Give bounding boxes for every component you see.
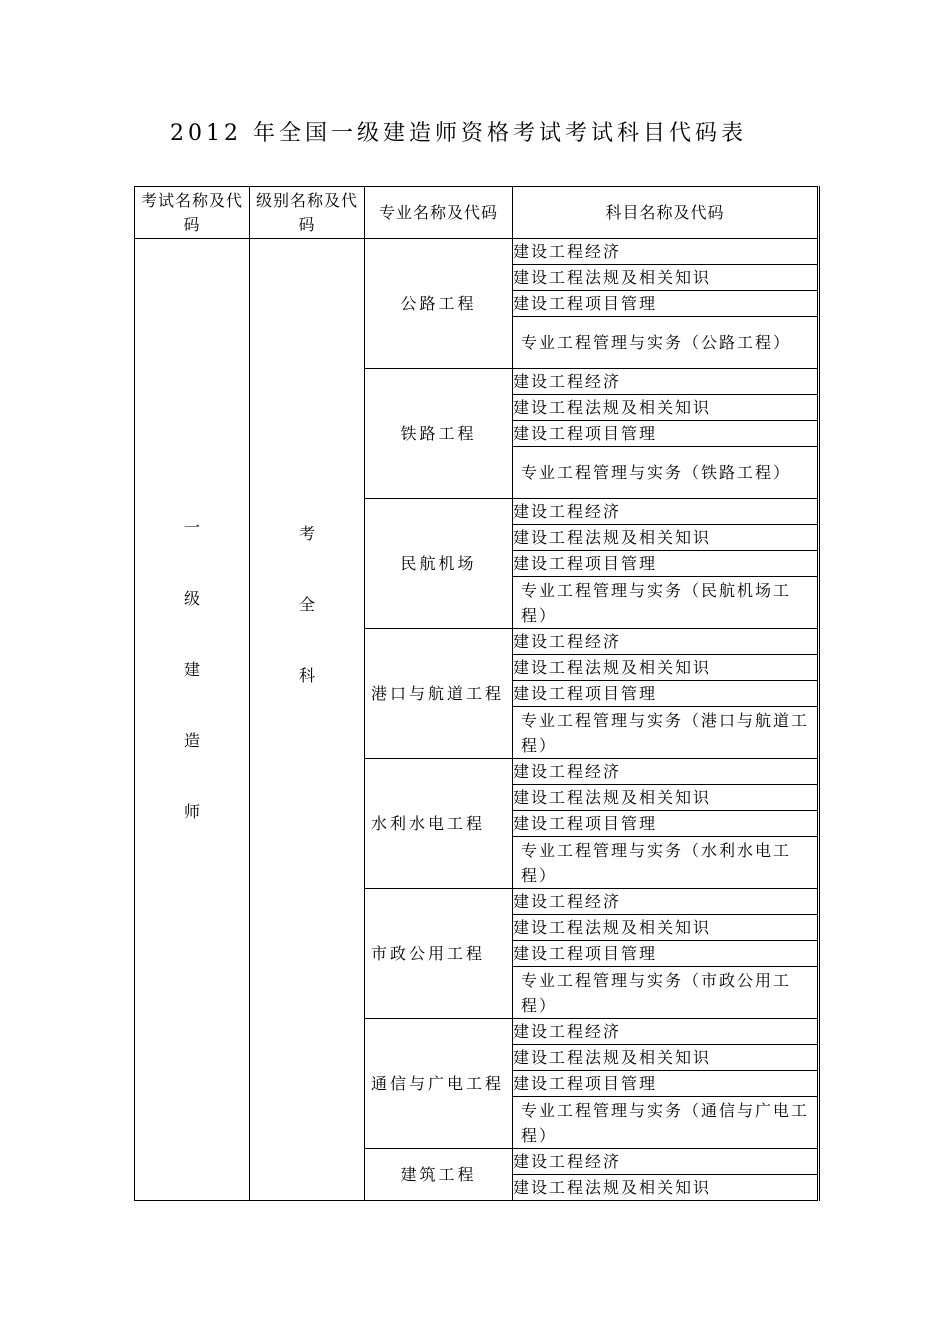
subject-name-cell: 建设工程法规及相关知识 (513, 1045, 819, 1071)
subject-name-cell: 建设工程法规及相关知识 (513, 915, 819, 941)
subject-name-cell: 建设工程项目管理 (513, 421, 819, 447)
subject-name-cell: 建设工程项目管理 (513, 811, 819, 837)
subject-name-cell: 建设工程经济 (513, 889, 819, 915)
subject-name-cell: 专业工程管理与实务（公路工程） (513, 317, 819, 369)
subject-name-cell: 建设工程项目管理 (513, 1071, 819, 1097)
subject-name-cell: 专业工程管理与实务（港口与航道工程） (513, 707, 819, 759)
subject-name-cell: 建设工程经济 (513, 759, 819, 785)
page-title: 2012 年全国一级建造师资格考试考试科目代码表 (170, 121, 747, 146)
level-name-cell (250, 239, 365, 1201)
level-name-char: 科 (298, 666, 315, 685)
exam-name-cell (135, 239, 250, 1201)
subject-name-cell: 建设工程法规及相关知识 (513, 1175, 819, 1201)
table-header-row (135, 187, 819, 239)
exam-name-char: 造 (183, 731, 200, 750)
major-name-cell: 通信与广电工程 (365, 1019, 513, 1149)
subject-name-cell: 建设工程法规及相关知识 (513, 395, 819, 421)
major-name-cell: 水利水电工程 (365, 759, 513, 889)
major-name-cell: 建筑工程 (365, 1149, 513, 1201)
subject-name-cell: 建设工程经济 (513, 369, 819, 395)
level-name-char: 全 (298, 595, 315, 614)
subject-name-cell: 专业工程管理与实务（市政公用工程） (513, 967, 819, 1019)
subject-name-cell: 专业工程管理与实务（通信与广电工程） (513, 1097, 819, 1149)
subject-name-cell: 建设工程经济 (513, 1149, 819, 1175)
header-exam-name: 考试名称及代码 (135, 187, 250, 239)
level-name-char: 考 (298, 524, 315, 543)
exam-name-char: 级 (183, 589, 200, 608)
subject-name-cell: 建设工程经济 (513, 1019, 819, 1045)
subject-name-cell: 专业工程管理与实务（水利水电工程） (513, 837, 819, 889)
table-row (135, 239, 819, 265)
subject-name-cell: 专业工程管理与实务（民航机场工程） (513, 577, 819, 629)
subject-name-cell: 建设工程法规及相关知识 (513, 265, 819, 291)
subject-name-cell: 专业工程管理与实务（铁路工程） (513, 447, 819, 499)
major-name-cell: 铁路工程 (365, 369, 513, 499)
major-name-cell: 民航机场 (365, 499, 513, 629)
subject-name-cell: 建设工程项目管理 (513, 291, 819, 317)
major-name-cell: 港口与航道工程 (365, 629, 513, 759)
major-name-cell: 公路工程 (365, 239, 513, 369)
header-subject-name: 科目名称及代码 (513, 187, 819, 239)
subject-name-cell: 建设工程经济 (513, 239, 819, 265)
subject-name-cell: 建设工程项目管理 (513, 551, 819, 577)
exam-name-char: 建 (183, 660, 200, 679)
subject-name-cell: 建设工程项目管理 (513, 681, 819, 707)
subject-name-cell: 建设工程法规及相关知识 (513, 525, 819, 551)
subject-name-cell: 建设工程经济 (513, 499, 819, 525)
subject-name-cell: 建设工程法规及相关知识 (513, 655, 819, 681)
exam-name-char: 师 (183, 802, 200, 821)
table-body (135, 239, 819, 1201)
subject-name-cell: 建设工程经济 (513, 629, 819, 655)
header-major-name: 专业名称及代码 (365, 187, 513, 239)
header-level-name: 级别名称及代码 (250, 187, 365, 239)
subject-name-cell: 建设工程项目管理 (513, 941, 819, 967)
major-name-cell: 市政公用工程 (365, 889, 513, 1019)
exam-name-char: 一 (183, 518, 200, 537)
subject-name-cell: 建设工程法规及相关知识 (513, 785, 819, 811)
exam-subject-table (134, 186, 820, 1201)
